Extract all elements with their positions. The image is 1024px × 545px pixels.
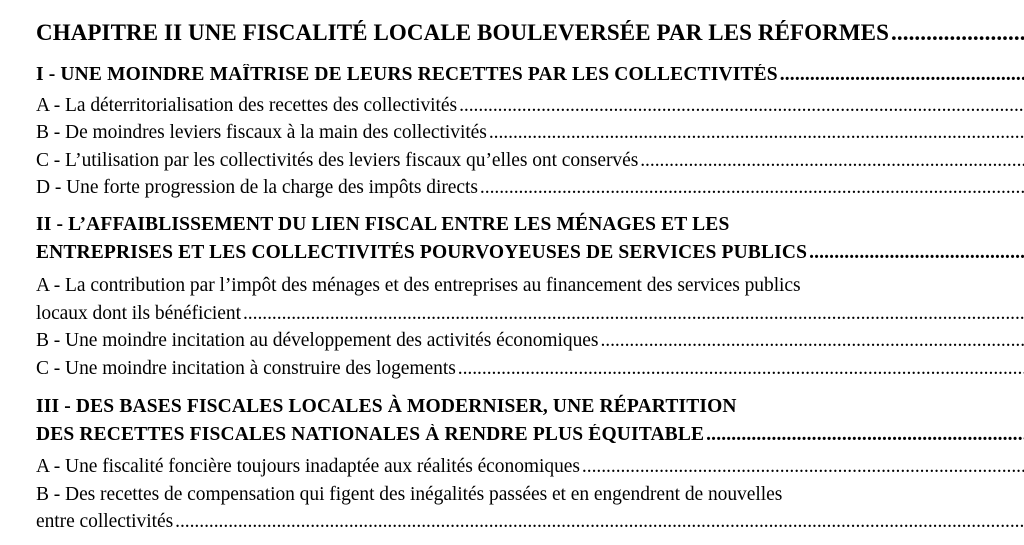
section-heading-text: ENTREPRISES ET LES COLLECTIVITÉS POURVOYEUSES DE SERVICES PUBLICS xyxy=(36,242,808,263)
toc-entry xyxy=(36,95,1024,117)
section-heading xyxy=(36,242,1024,264)
leader-dots xyxy=(456,358,1024,380)
toc-entry-text: B - Une moindre incitation au développement des activités économiques xyxy=(36,330,599,351)
toc-entry-text: B - Des recettes de compensation qui figent des inégalités passées et en engendrent de nouvelles xyxy=(36,484,783,505)
section-heading xyxy=(36,64,1024,86)
leader-dots xyxy=(487,122,1024,144)
toc-entry xyxy=(36,150,1024,172)
chapter-title-line xyxy=(36,20,1024,46)
toc-entry-text: B - De moindres leviers fiscaux à la main des collectivités xyxy=(36,122,487,143)
toc-entry xyxy=(36,484,782,506)
toc-entry xyxy=(36,456,1024,478)
toc-entry xyxy=(36,275,801,297)
section-heading-text: II - L’AFFAIBLISSEMENT DU LIEN FISCAL ENTRE LES MÉNAGES ET LES xyxy=(36,214,730,235)
table-of-contents xyxy=(36,0,1024,545)
leader-dots xyxy=(173,511,1024,533)
leader-dots xyxy=(889,20,1024,46)
toc-entry-text: A - Une fiscalité foncière toujours inadaptée aux réalités économiques xyxy=(36,456,580,477)
leader-dots xyxy=(638,150,1024,172)
toc-entry-text: A - La contribution par l’impôt des ménages et des entreprises au financement des services publics xyxy=(36,275,801,296)
section-heading xyxy=(36,214,729,236)
leader-dots xyxy=(241,303,1024,325)
leader-dots xyxy=(457,95,1024,117)
toc-entry xyxy=(36,122,1024,144)
toc-entry-text: entre collectivités xyxy=(36,511,174,532)
section-heading xyxy=(36,396,737,418)
section-heading xyxy=(36,424,1024,446)
section-heading-text: III - DES BASES FISCALES LOCALES À MODERNISER, UNE RÉPARTITION xyxy=(36,396,737,417)
leader-dots xyxy=(704,424,1024,446)
toc-entry-text: A - La déterritorialisation des recettes des collectivités xyxy=(36,95,458,116)
toc-entry xyxy=(36,358,1024,380)
leader-dots xyxy=(478,177,1024,199)
toc-entry-text: C - Une moindre incitation à construire des logements xyxy=(36,358,456,379)
leader-dots xyxy=(580,456,1024,478)
leader-dots xyxy=(807,242,1024,264)
section-heading-text: I - UNE MOINDRE MAÎTRISE DE LEURS RECETTES PAR LES COLLECTIVITÉS xyxy=(36,64,778,85)
toc-entry-text: D - Une forte progression de la charge des impôts directs xyxy=(36,177,478,198)
toc-entry xyxy=(36,303,1024,325)
leader-dots xyxy=(778,64,1024,86)
toc-entry-text: C - L’utilisation par les collectivités des leviers fiscaux qu’elles ont conservés xyxy=(36,150,639,171)
toc-entry xyxy=(36,177,1024,199)
chapter-title: CHAPITRE II UNE FISCALITÉ LOCALE BOULEVERSÉE PAR LES RÉFORMES xyxy=(36,20,890,45)
toc-entry-text: locaux dont ils bénéficient xyxy=(36,303,241,324)
section-heading-text: DES RECETTES FISCALES NATIONALES À RENDRE PLUS ÉQUITABLE xyxy=(36,424,705,445)
leader-dots xyxy=(598,330,1024,352)
toc-entry xyxy=(36,511,1024,533)
toc-entry xyxy=(36,330,1024,352)
